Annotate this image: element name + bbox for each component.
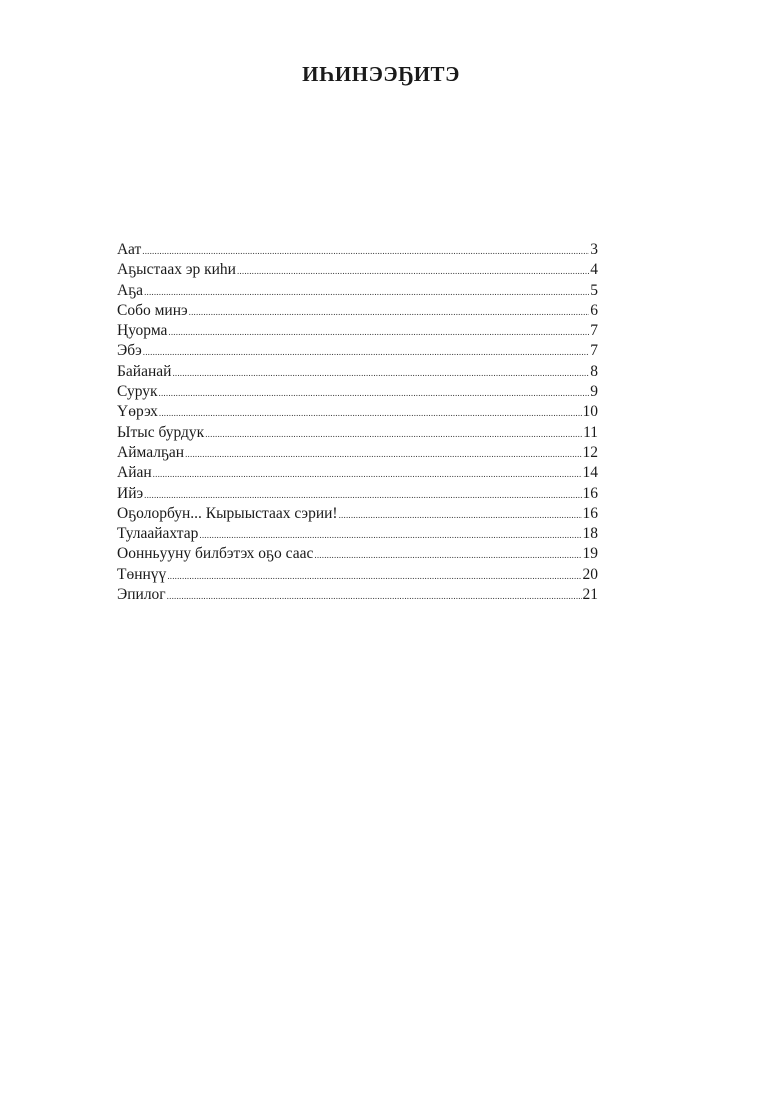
toc-entry [117,443,598,463]
toc-entry [117,362,598,382]
toc-entry-page: 3 [590,241,598,258]
toc-leader-dots [167,586,582,606]
toc-entry-label: Сурук [117,383,158,401]
toc-entry-page: 4 [590,261,598,279]
toc-entry-label: Эбэ [117,342,142,360]
toc-entry-page: 6 [590,301,598,319]
toc-leader-dots [339,505,582,525]
toc-entry-label: Аат [117,241,142,258]
toc-leader-dots [144,485,581,505]
toc-leader-dots [144,282,589,302]
toc-leader-dots [314,545,581,565]
toc-entry [117,463,598,483]
toc-leader-dots [159,383,590,403]
toc-entry-page: 12 [582,443,598,461]
toc-entry [117,321,598,341]
toc-leader-dots [167,566,581,586]
toc-entry-page: 5 [590,281,598,299]
toc-entry-label: Оонньууну билбэтэх оҕо саас [117,545,314,563]
toc-entry [117,382,598,402]
toc-leader-dots [143,342,589,362]
toc-leader-dots [199,525,581,545]
toc-entry [117,402,598,422]
toc-leader-dots [185,444,581,464]
toc-entry [117,585,598,605]
toc-entry [117,260,598,280]
toc-entry [117,301,598,321]
toc-entry-label: Төннүү [117,565,167,583]
table-of-contents [117,240,598,605]
toc-entry-label: Собо минэ [117,301,188,319]
toc-entry-page: 10 [582,403,598,421]
toc-entry-page: 8 [590,362,598,380]
toc-entry [117,341,598,361]
toc-leader-dots [189,302,590,322]
toc-entry-label: Үөрэх [117,403,158,421]
toc-entry-page: 7 [590,342,598,360]
page-title: ИҺИНЭЭҔИТЭ [302,62,460,86]
toc-leader-dots [237,261,589,281]
toc-entry [117,281,598,301]
toc-entry [117,240,598,260]
toc-entry-page: 7 [590,322,598,340]
toc-leader-dots [142,241,589,261]
toc-leader-dots [168,322,589,342]
toc-entry [117,484,598,504]
toc-entry-label: Ңуорма [117,322,168,340]
toc-leader-dots [205,424,582,444]
toc-entry [117,524,598,544]
toc-leader-dots [153,464,582,484]
toc-entry [117,565,598,585]
toc-entry-label: Ийэ [117,484,144,502]
toc-entry-label: Аймалҕан [117,443,185,461]
toc-entry [117,423,598,443]
toc-entry-page: 11 [583,423,598,441]
toc-entry-label: Ытыс бурдук [117,423,205,441]
toc-entry-label: Эпилог [117,586,166,604]
toc-entry-page: 14 [582,464,598,482]
toc-entry-page: 21 [582,586,598,604]
toc-entry-label: Оҕолорбун... Кырыыстаах сэрии! [117,504,338,522]
toc-entry-page: 18 [582,525,598,543]
toc-entry-label: Тулаайахтар [117,525,199,543]
toc-entry-page: 19 [582,545,598,563]
toc-entry-page: 20 [582,565,598,583]
toc-entry-page: 16 [582,504,598,522]
toc-entry-label: Айан [117,464,152,482]
toc-entry-label: Аҕыстаах эр киһи [117,261,236,279]
toc-entry-page: 9 [590,383,598,401]
toc-entry [117,504,598,524]
toc-entry-page: 16 [582,484,598,502]
toc-leader-dots [159,403,582,423]
toc-leader-dots [172,363,589,383]
toc-entry-label: Байанай [117,362,172,380]
toc-entry-label: Аҕа [117,281,144,299]
toc-entry [117,544,598,564]
